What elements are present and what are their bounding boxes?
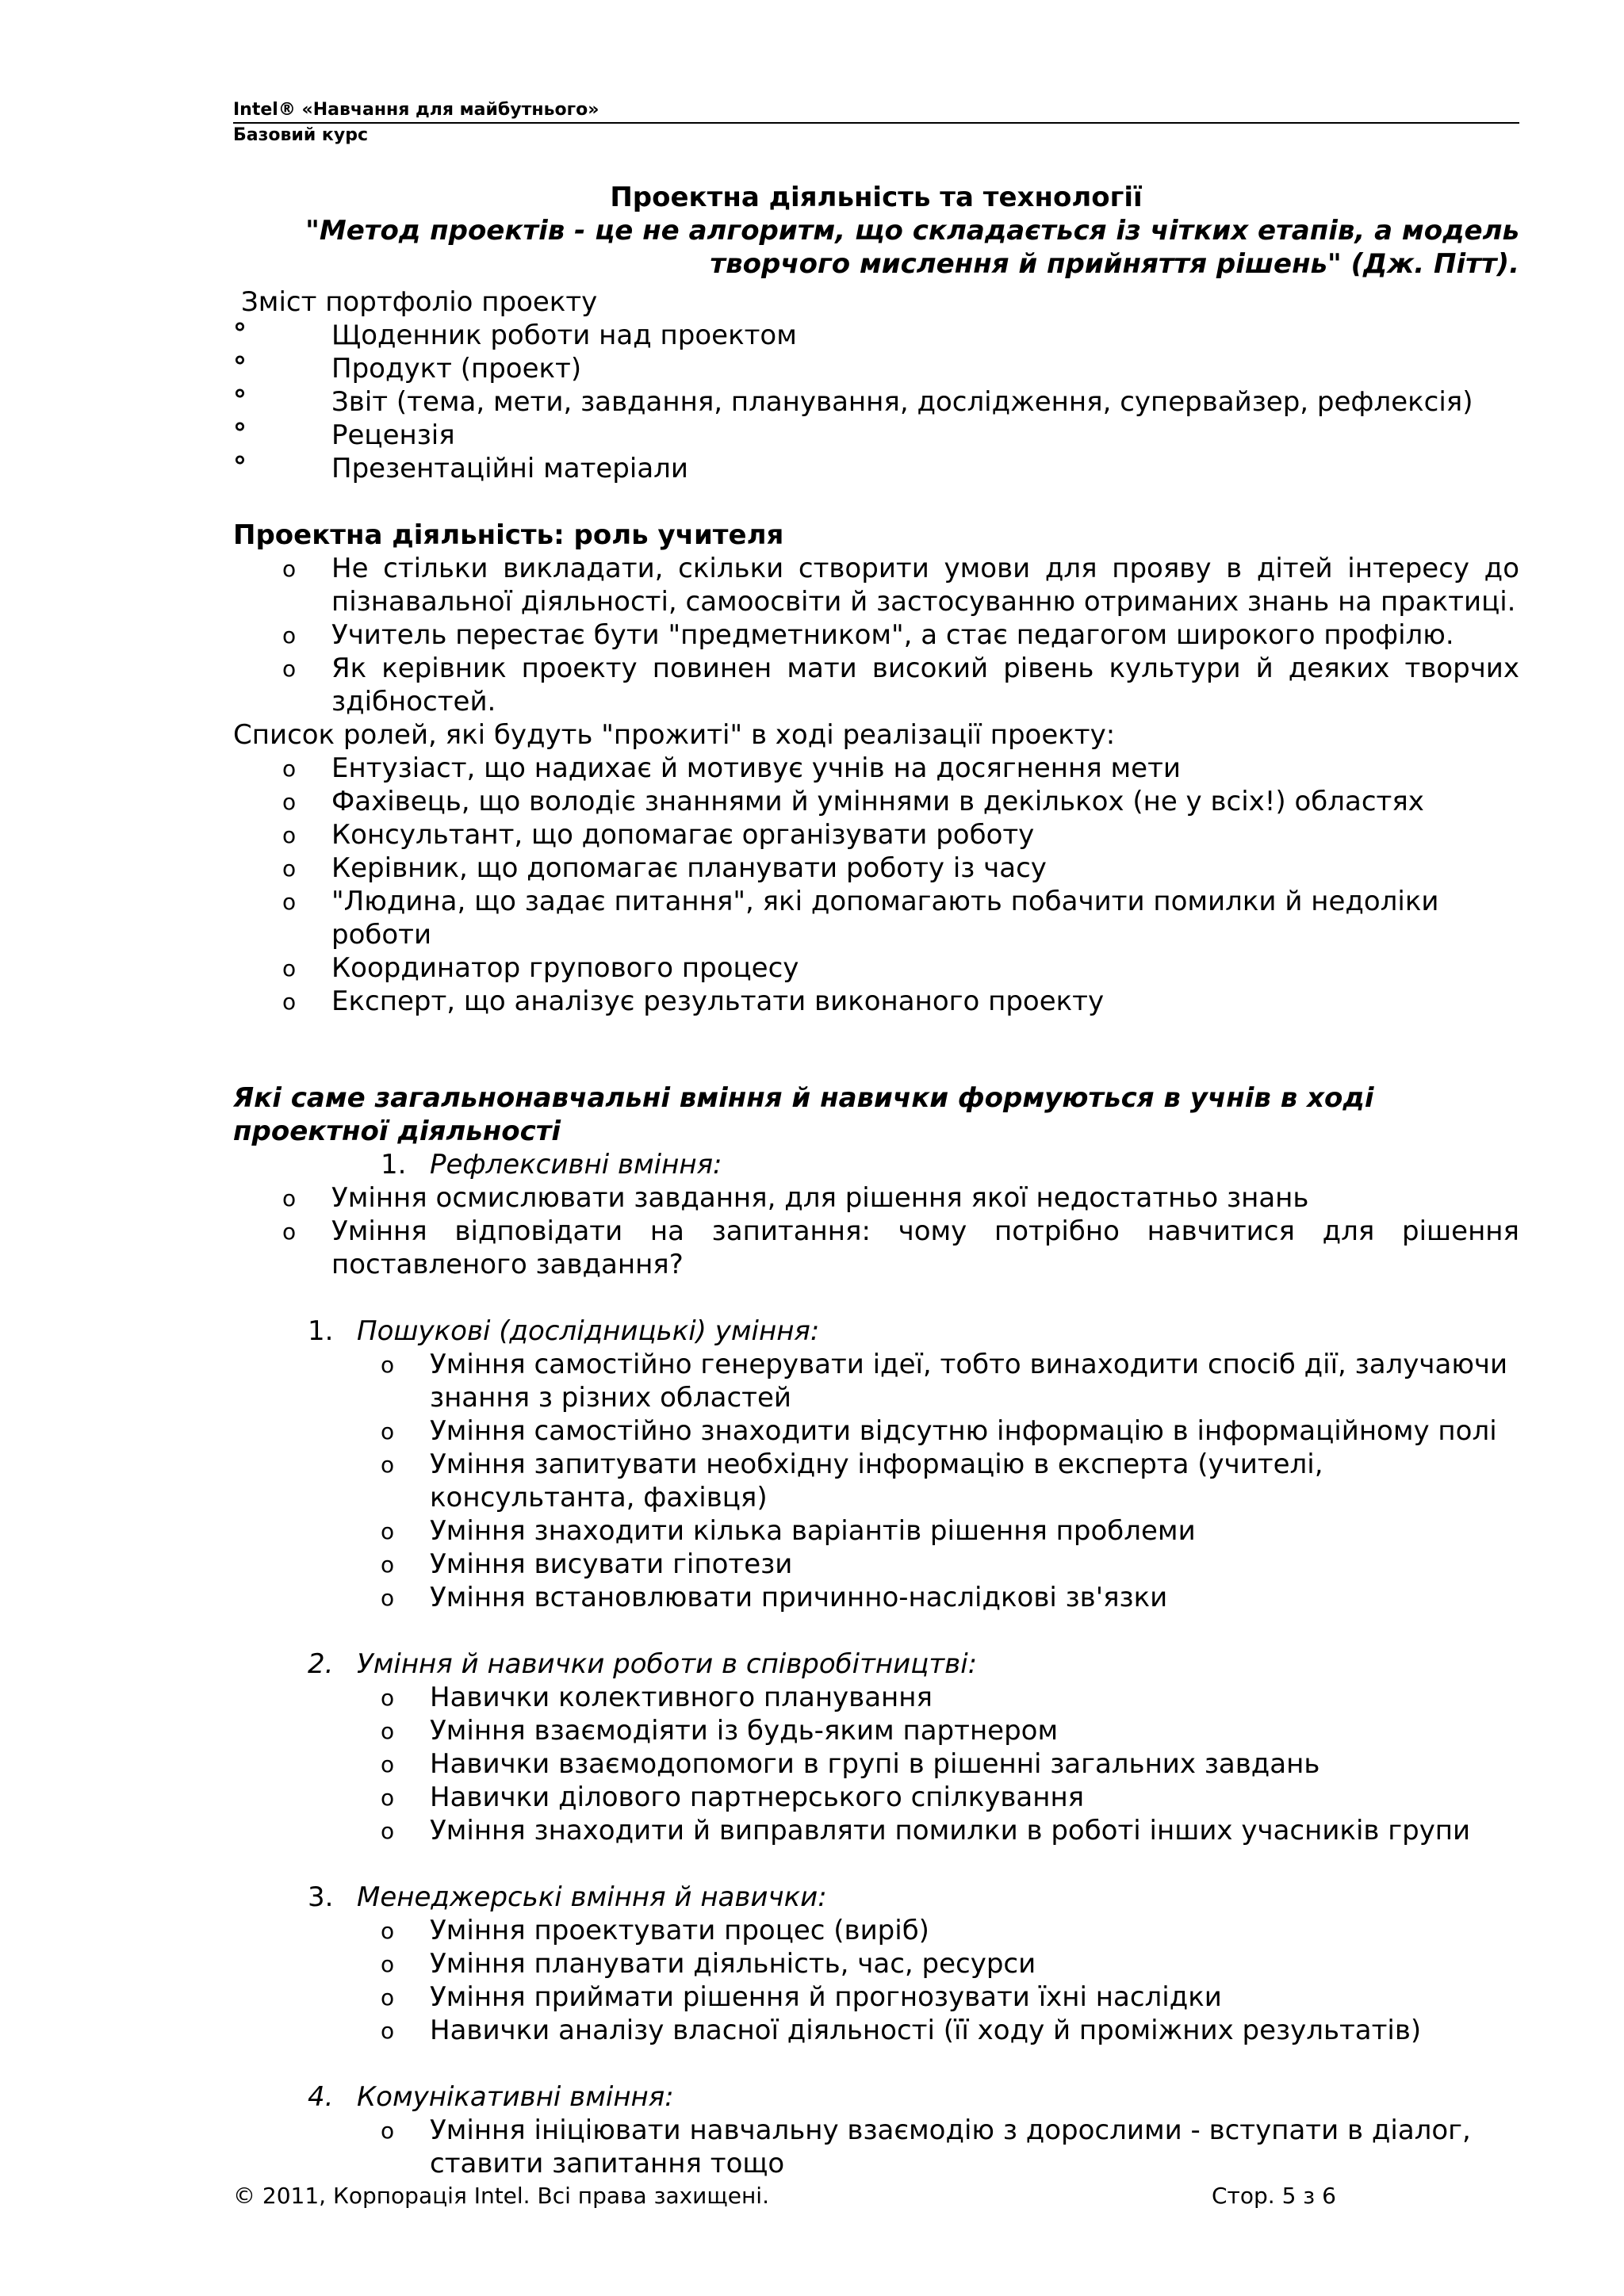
- list-bullet: o: [282, 656, 297, 682]
- search-skill-item: Уміння запитувати необхідну інформацію в експерта (учителі,: [430, 1448, 1323, 1480]
- list-bullet: o: [282, 855, 297, 882]
- search-skill-item: Уміння знаходити кілька варіантів рішення проблеми: [430, 1515, 1196, 1547]
- role-item: Координатор групового процесу: [331, 952, 799, 984]
- list-bullet: o: [381, 2018, 395, 2044]
- skills-heading-line-1: Які саме загальнонавчальні вміння й навички формуються в учнів в ході: [233, 1082, 1374, 1114]
- role-item: Ентузіаст, що надихає й мотивує учнів на досягнення мети: [331, 752, 1181, 784]
- list-bullet: °: [233, 318, 247, 350]
- reflexive-item-continued: поставленого завдання?: [331, 1249, 684, 1280]
- list-bullet: o: [282, 889, 297, 915]
- list-bullet: o: [381, 1818, 395, 1844]
- role-item: Консультант, що допомагає організувати роботу: [331, 819, 1035, 851]
- management-item: Навички аналізу власної діяльності (її ходу й проміжних результатів): [430, 2015, 1422, 2046]
- search-skill-item-continued: знання з різних областей: [430, 1382, 791, 1414]
- role-item: Керівник, що допомагає планувати роботу із часу: [331, 852, 1047, 884]
- cooperation-number: 2.: [308, 1648, 334, 1680]
- list-bullet: o: [282, 622, 297, 649]
- role-item: Фахівець, що володіє знаннями й уміннями в декількох (не у всіх!) областях: [331, 786, 1424, 817]
- communicative-item: Уміння ініціювати навчальну взаємодію з дорослими - вступати в діалог,: [430, 2114, 1471, 2146]
- cooperation-title: Уміння й навички роботи в співробітництві:: [357, 1648, 978, 1680]
- reflexive-item: Уміння осмислювати завдання, для рішення якої недостатньо знань: [331, 1182, 1309, 1214]
- role-item-continued: роботи: [331, 919, 432, 951]
- list-bullet: o: [381, 1552, 395, 1578]
- list-bullet: o: [381, 1518, 395, 1544]
- management-item: Уміння приймати рішення й прогнозувати їхні наслідки: [430, 1981, 1222, 2013]
- list-bullet: °: [233, 351, 247, 383]
- list-bullet: o: [282, 789, 297, 815]
- reflexive-item: Уміння відповідати на запитання: чому потрібно навчитися для рішення: [331, 1215, 1519, 1247]
- role-item: "Людина, що задає питання", які допомагають побачити помилки й недоліки: [331, 886, 1439, 917]
- search-skill-item: Уміння висувати гіпотези: [430, 1548, 793, 1580]
- teacher-role-item: Учитель перестає бути "предметником", а стає педагогом широкого профілю.: [331, 619, 1454, 651]
- teacher-role-item: Як керівник проекту повинен мати високий рівень культури й деяких творчих: [331, 652, 1519, 684]
- list-bullet: o: [381, 2118, 395, 2144]
- cooperation-item: Навички ділового партнерського спілкування: [430, 1781, 1085, 1813]
- list-bullet: o: [381, 1984, 395, 2011]
- list-bullet: °: [233, 385, 247, 416]
- portfolio-item: Щоденник роботи над проектом: [331, 320, 797, 351]
- list-bullet: o: [381, 1418, 395, 1445]
- search-skill-item-continued: консультанта, фахівця): [430, 1482, 768, 1513]
- search-skills-title: Пошукові (дослідницькі) уміння:: [357, 1315, 820, 1347]
- skills-heading-line-2: проектної діяльності: [233, 1115, 561, 1147]
- list-bullet: o: [381, 1951, 395, 1977]
- portfolio-item: Рецензія: [331, 419, 455, 451]
- list-bullet: o: [282, 756, 297, 782]
- cooperation-item: Уміння взаємодіяти із будь-яким партнером: [430, 1715, 1059, 1747]
- search-skill-item: Уміння встановлювати причинно-наслідкові зв'язки: [430, 1582, 1168, 1613]
- list-bullet: o: [282, 556, 297, 582]
- list-bullet: o: [381, 1918, 395, 1944]
- list-bullet: o: [381, 1452, 395, 1478]
- list-bullet: o: [282, 1219, 297, 1245]
- teacher-role-item: Не стільки викладати, скільки створити умови для прояву в дітей інтересу до: [331, 553, 1519, 584]
- management-item: Уміння проектувати процес (виріб): [430, 1915, 929, 1946]
- portfolio-item: Звіт (тема, мети, завдання, планування, дослідження, супервайзер, рефлексія): [331, 386, 1473, 418]
- footer-copyright: © 2011, Корпорація Intel. Всі права захищені.: [233, 2183, 769, 2209]
- page-header: [233, 98, 1519, 147]
- list-bullet: o: [282, 822, 297, 848]
- list-bullet: o: [381, 1751, 395, 1777]
- roles-intro: Список ролей, які будуть "прожиті" в ході реалізації проекту:: [233, 719, 1116, 751]
- search-skills-number: 1.: [308, 1315, 334, 1347]
- reflexive-title: Рефлексивні вміння:: [430, 1149, 722, 1181]
- document-title: Проектна діяльність та технології: [610, 182, 1143, 213]
- communicative-number: 4.: [308, 2081, 334, 2113]
- list-bullet: °: [233, 451, 247, 483]
- list-bullet: o: [381, 1685, 395, 1711]
- search-skill-item: Уміння самостійно знаходити відсутню інформацію в інформаційному полі: [430, 1415, 1497, 1447]
- header-program-title: Intel® «Навчання для майбутнього»: [233, 100, 599, 120]
- cooperation-item: Навички колективного планування: [430, 1682, 933, 1713]
- list-bullet: o: [381, 1718, 395, 1744]
- teacher-role-item-continued: пізнавальної діяльності, самоосвіти й застосуванню отриманих знань на практиці.: [331, 586, 1516, 618]
- management-title: Менеджерські вміння й навички:: [357, 1881, 827, 1913]
- search-skill-item: Уміння самостійно генерувати ідеї, тобто винаходити спосіб дії, залучаючи: [430, 1349, 1508, 1380]
- portfolio-item: Продукт (проект): [331, 353, 582, 385]
- teacher-role-heading: Проектна діяльність: роль учителя: [233, 519, 784, 551]
- list-bullet: o: [381, 1585, 395, 1611]
- list-bullet: o: [282, 955, 297, 982]
- communicative-title: Комунікативні вміння:: [357, 2081, 674, 2113]
- role-item: Експерт, що аналізує результати виконаного проекту: [331, 985, 1105, 1017]
- portfolio-heading: Зміст портфоліо проекту: [241, 286, 598, 318]
- list-bullet: o: [381, 1785, 395, 1811]
- header-course-title: Базовий курс: [233, 125, 368, 145]
- communicative-item-continued: ставити запитання тощо: [430, 2148, 785, 2179]
- teacher-role-item-continued: здібностей.: [331, 686, 496, 718]
- header-rule: [233, 122, 1519, 124]
- management-number: 3.: [308, 1881, 334, 1913]
- list-bullet: °: [233, 418, 247, 450]
- reflexive-number: 1.: [381, 1149, 407, 1181]
- cooperation-item: Навички взаємодопомоги в групі в рішенні загальних завдань: [430, 1748, 1320, 1780]
- epigraph-line-2: творчого мислення й прийняття рішень" (Дж. Пітт).: [710, 248, 1519, 280]
- cooperation-item: Уміння знаходити й виправляти помилки в роботі інших учасників групи: [430, 1815, 1471, 1846]
- list-bullet: o: [381, 1352, 395, 1378]
- list-bullet: o: [282, 989, 297, 1015]
- footer-page-number: Стор. 5 з 6: [1212, 2183, 1336, 2209]
- management-item: Уміння планувати діяльність, час, ресурси: [430, 1948, 1036, 1980]
- portfolio-item: Презентаційні матеріали: [331, 453, 689, 484]
- epigraph-line-1: "Метод проектів - це не алгоритм, що складається із чітких етапів, а модель: [305, 215, 1519, 247]
- list-bullet: o: [282, 1185, 297, 1211]
